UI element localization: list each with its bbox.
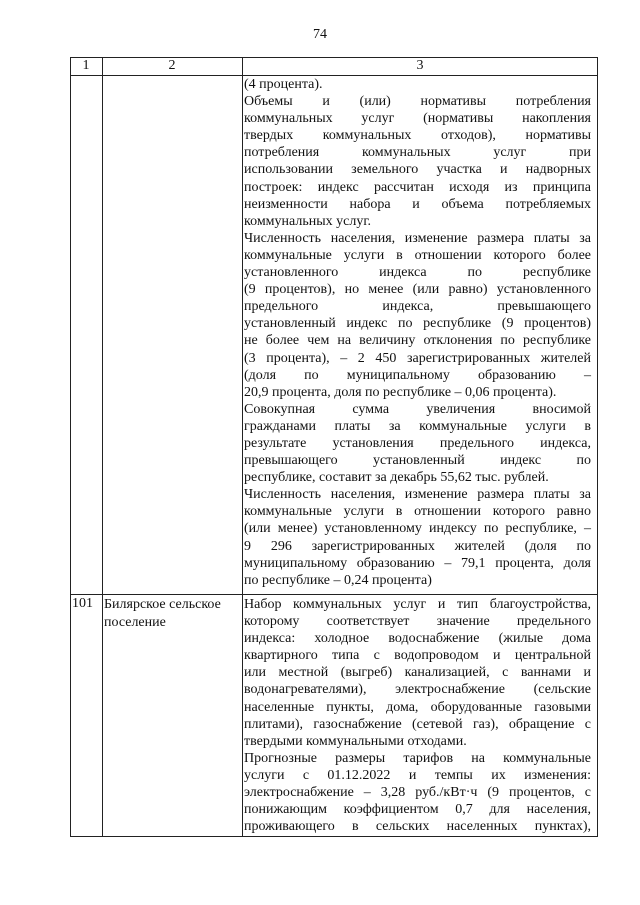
- text-line: или местной (выгреб) канализацией, с ваннами и: [244, 665, 591, 681]
- text-line: (3 процента), – 2 450 зарегистрированных жителей: [244, 350, 591, 366]
- text-line: населенные пункты, дома, оборудованные газовыми: [244, 699, 591, 715]
- paragraph: [244, 76, 591, 93]
- paragraph: [244, 93, 591, 230]
- table-border-left: [70, 57, 71, 837]
- table-header-col3: 3: [416, 58, 424, 73]
- paragraph: [244, 486, 591, 589]
- text-line: квартирного типа с водопроводом и центральной: [244, 648, 591, 664]
- table-row-divider: [70, 594, 598, 595]
- row-101-description: [244, 596, 591, 835]
- continuation-cell: [244, 76, 591, 589]
- text-line: плитами), газоснабжение (сетевой газ), обращение с: [244, 716, 591, 732]
- text-line: твердых коммунальных отходов), нормативы: [244, 128, 591, 144]
- text-line: коммунальных услуг (нормативы накопления: [244, 111, 591, 127]
- text-line: Объемы и (или) нормативы потребления: [244, 94, 591, 110]
- text-line: предельного индекса, превышающего: [244, 299, 591, 315]
- text-line: твердыми коммунальными отходами.: [244, 733, 467, 749]
- text-line: превышающего установленный индекс по: [244, 453, 591, 469]
- text-line: водонагревателями), электроснабжение (сельские: [244, 682, 591, 698]
- text-line: по республике – 0,24 процента): [244, 572, 432, 588]
- text-line: построек: индекс рассчитан исходя из принципа: [244, 179, 591, 195]
- text-line: (доля по муниципальному образованию –: [244, 367, 591, 383]
- table-header-col1: 1: [82, 58, 90, 73]
- page-number: 74: [313, 27, 327, 42]
- text-line: электроснабжение – 3,28 руб./кВт·ч (9 процентов, с: [244, 785, 591, 801]
- paragraph: [244, 230, 591, 401]
- text-line: Численность населения, изменение размера платы за: [244, 230, 591, 246]
- text-line: услуги с 01.12.2022 и темпы их изменения:: [244, 767, 591, 783]
- table-header-col2: 2: [168, 58, 176, 73]
- table-border-right: [597, 57, 598, 837]
- text-line: неизменности набора и объема потребляемых: [244, 196, 591, 212]
- table-border-col2: [242, 57, 243, 837]
- text-line: (4 процента).: [244, 77, 323, 92]
- municipality-name-line: Билярское сельское: [104, 597, 221, 612]
- text-line: Совокупная сумма увеличения вносимой: [244, 401, 591, 417]
- table-border-bottom: [70, 836, 598, 837]
- text-line: понижающим коэффициентом 0,7 для населения,: [244, 802, 591, 818]
- text-line: Численность населения, изменение размера платы за: [244, 487, 591, 503]
- text-line: проживающего в сельских населенных пунктах),: [244, 819, 591, 835]
- text-line: Набор коммунальных услуг и тип благоустройства,: [244, 597, 591, 612]
- text-line: республике, составит за декабрь 55,62 тыс. рублей.: [244, 470, 549, 486]
- text-line: 9 296 зарегистрированных жителей (доля по: [244, 538, 591, 554]
- text-line: коммунальных услуг.: [244, 213, 372, 229]
- text-line: Прогнозные размеры тарифов на коммунальные: [244, 750, 591, 766]
- paragraph: [244, 750, 591, 835]
- text-line: использовании земельного участка и надворных: [244, 162, 591, 178]
- text-line: потребления коммунальных услуг при: [244, 145, 591, 161]
- paragraph: [244, 596, 591, 750]
- text-line: (9 процентов), но менее (или равно) установленного: [244, 282, 591, 298]
- text-line: не более чем на величину отклонения по республике: [244, 333, 591, 349]
- text-line: муниципальному образованию – 79,1 процента, доля: [244, 555, 591, 571]
- text-line: коммунальные услуги в отношении которого более: [244, 247, 591, 263]
- document-table: [70, 57, 598, 837]
- table-border-col1: [102, 57, 103, 837]
- text-line: 20,9 процента, доля по республике – 0,06 процента).: [244, 384, 557, 400]
- text-line: установленный индекс по республике (9 процентов): [244, 316, 591, 332]
- municipality-name-line: поселение: [104, 614, 166, 630]
- municipality-name: [104, 596, 242, 631]
- text-line: которому соответствует значение предельного: [244, 614, 591, 630]
- paragraph: [244, 401, 591, 486]
- text-line: коммунальные услуги в отношении которого равно: [244, 504, 591, 520]
- text-line: установленного индекса по республике: [244, 265, 591, 281]
- text-line: индекса: холодное водоснабжение (жилые дома: [244, 631, 591, 647]
- text-line: гражданами платы за коммунальные услуги в: [244, 418, 591, 434]
- text-line: результате установления предельного индекса,: [244, 435, 591, 451]
- row-number: 101: [72, 596, 93, 611]
- text-line: (или менее) установленному индексу по республике, –: [244, 521, 591, 537]
